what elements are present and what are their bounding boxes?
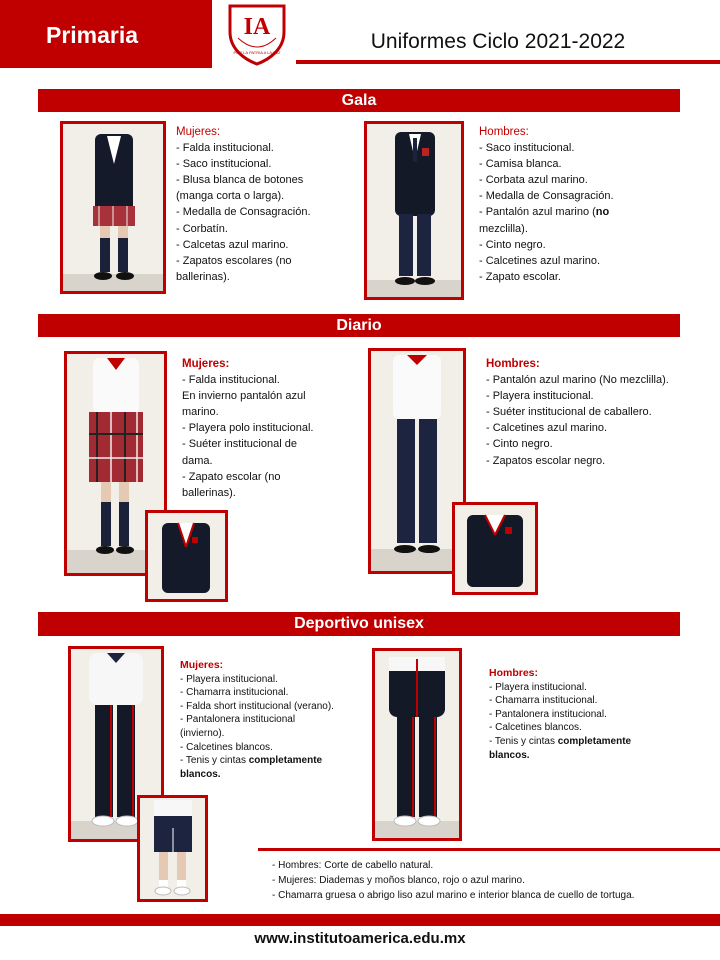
notes-list [272,858,634,904]
note-item: - Mujeres: Diademas y moños blanco, rojo o azul marino. [272,875,525,887]
list-item: - Corbatín. [176,222,228,235]
list-item [479,204,679,220]
list-item: - Zapato escolar (no [182,470,281,483]
list-item: (manga corta o larga). [176,190,285,203]
list-item: ballerinas). [182,486,236,499]
page-title: Uniformes Ciclo 2021-2022 [370,30,626,53]
list-item: - Calcetines azul marino. [479,254,601,267]
list-item: - Playera institucional. [489,681,587,693]
list-item: - Suéter institucional de caballero. [486,406,652,419]
list-item: - Calcetines blancos. [489,722,582,734]
gala-women-list [176,124,346,285]
list-item-bold: completamente blancos. [180,755,323,780]
list-item: - Camisa blanca. [479,158,562,171]
deportivo-women-list [180,659,370,781]
school-logo [224,2,290,66]
list-item: - Saco institucional. [479,142,575,155]
list-item: - Cinto negro. [486,438,553,451]
list-item: - Pantalonera institucional. [489,708,607,720]
list-item: dama. [182,454,213,467]
gala-men-list [479,124,679,285]
logo-motto: POR LA PATRIA A LA LUZ [233,50,281,55]
list-item: - Suéter institucional de [182,438,297,451]
list-item-bold: completamente blancos. [489,735,632,761]
photo-gala-women [60,121,166,294]
note-item: - Chamarra gruesa o abrigo liso azul marino e interior blanca de cuello de tortuga. [272,890,635,902]
footer-bar [0,914,720,926]
list-item: - Zapatos escolares (no [176,254,292,267]
list-item: - Playera polo institucional. [182,422,314,435]
list-item: - Zapatos escolar negro. [486,454,606,467]
list-item: En invierno pantalón azul [182,390,306,403]
list-item: - Calcetas azul marino. [176,238,289,251]
title-underline [296,60,720,64]
logo-text: IA [243,14,271,40]
note-item: - Hombres: Corte de cabello natural. [272,860,434,871]
photo-gala-men [364,121,464,300]
list-item: - Falda institucional. [176,142,274,155]
list-item: - Medalla de Consagración. [176,206,311,219]
diario-men-heading: Hombres: [486,358,540,370]
section-bar-gala: Gala [38,89,680,112]
gala-men-heading: Hombres: [479,126,529,138]
list-item: marino. [182,406,219,419]
list-item: - Medalla de Consagración. [479,190,614,203]
list-item: - Pantalón azul marino (No mezclilla). [486,374,669,387]
photo-deportivo-men [372,648,462,841]
list-item: ballerinas). [176,270,230,283]
deportivo-men-list [489,667,669,762]
section-bar-deportivo: Deportivo unisex [38,612,680,636]
diario-women-list [182,356,342,501]
list-item [180,754,350,781]
list-item: mezclilla). [479,222,528,235]
list-item [489,735,654,762]
level-label: Primaria [46,22,139,48]
list-item: - Saco institucional. [176,158,272,171]
list-item: (invierno). [180,727,225,739]
deportivo-women-heading: Mujeres: [180,659,224,671]
list-item: - Zapato escolar. [479,270,561,283]
list-item: - Playera institucional. [486,390,594,403]
level-tab [0,0,212,68]
list-item: - Playera institucional. [180,673,278,685]
list-item: - Cinto negro. [479,238,546,251]
photo-diario-women-sweater [145,510,228,602]
list-item: - Calcetines azul marino. [486,422,608,435]
diario-women-heading: Mujeres: [182,358,230,370]
list-item-text: - Tenis y cintas [489,735,558,747]
list-item: - Corbata azul marino. [479,174,588,187]
list-item: - Pantalonera institucional [180,714,296,726]
list-item: - Blusa blanca de botones [176,174,304,187]
list-item-text: - Pantalón azul marino ( [479,206,596,219]
diario-men-list [486,356,706,469]
list-item: - Falda short institucional (verano). [180,700,334,712]
gala-women-heading: Mujeres: [176,126,221,138]
section-bar-diario: Diario [38,314,680,337]
list-item-bold: no [595,206,610,219]
list-item-text: - Tenis y cintas [180,755,249,767]
photo-diario-men-sweater [452,502,538,595]
list-item: - Chamarra institucional. [180,687,289,699]
list-item: - Chamarra institucional. [489,695,598,707]
notes-divider [258,848,720,851]
list-item: - Calcetines blancos. [180,741,273,753]
deportivo-men-heading: Hombres: [489,667,539,679]
list-item: - Falda institucional. [182,374,280,387]
photo-deportivo-women-skirt [137,795,208,902]
footer-website-link[interactable]: www.institutoamerica.edu.mx [254,930,466,947]
